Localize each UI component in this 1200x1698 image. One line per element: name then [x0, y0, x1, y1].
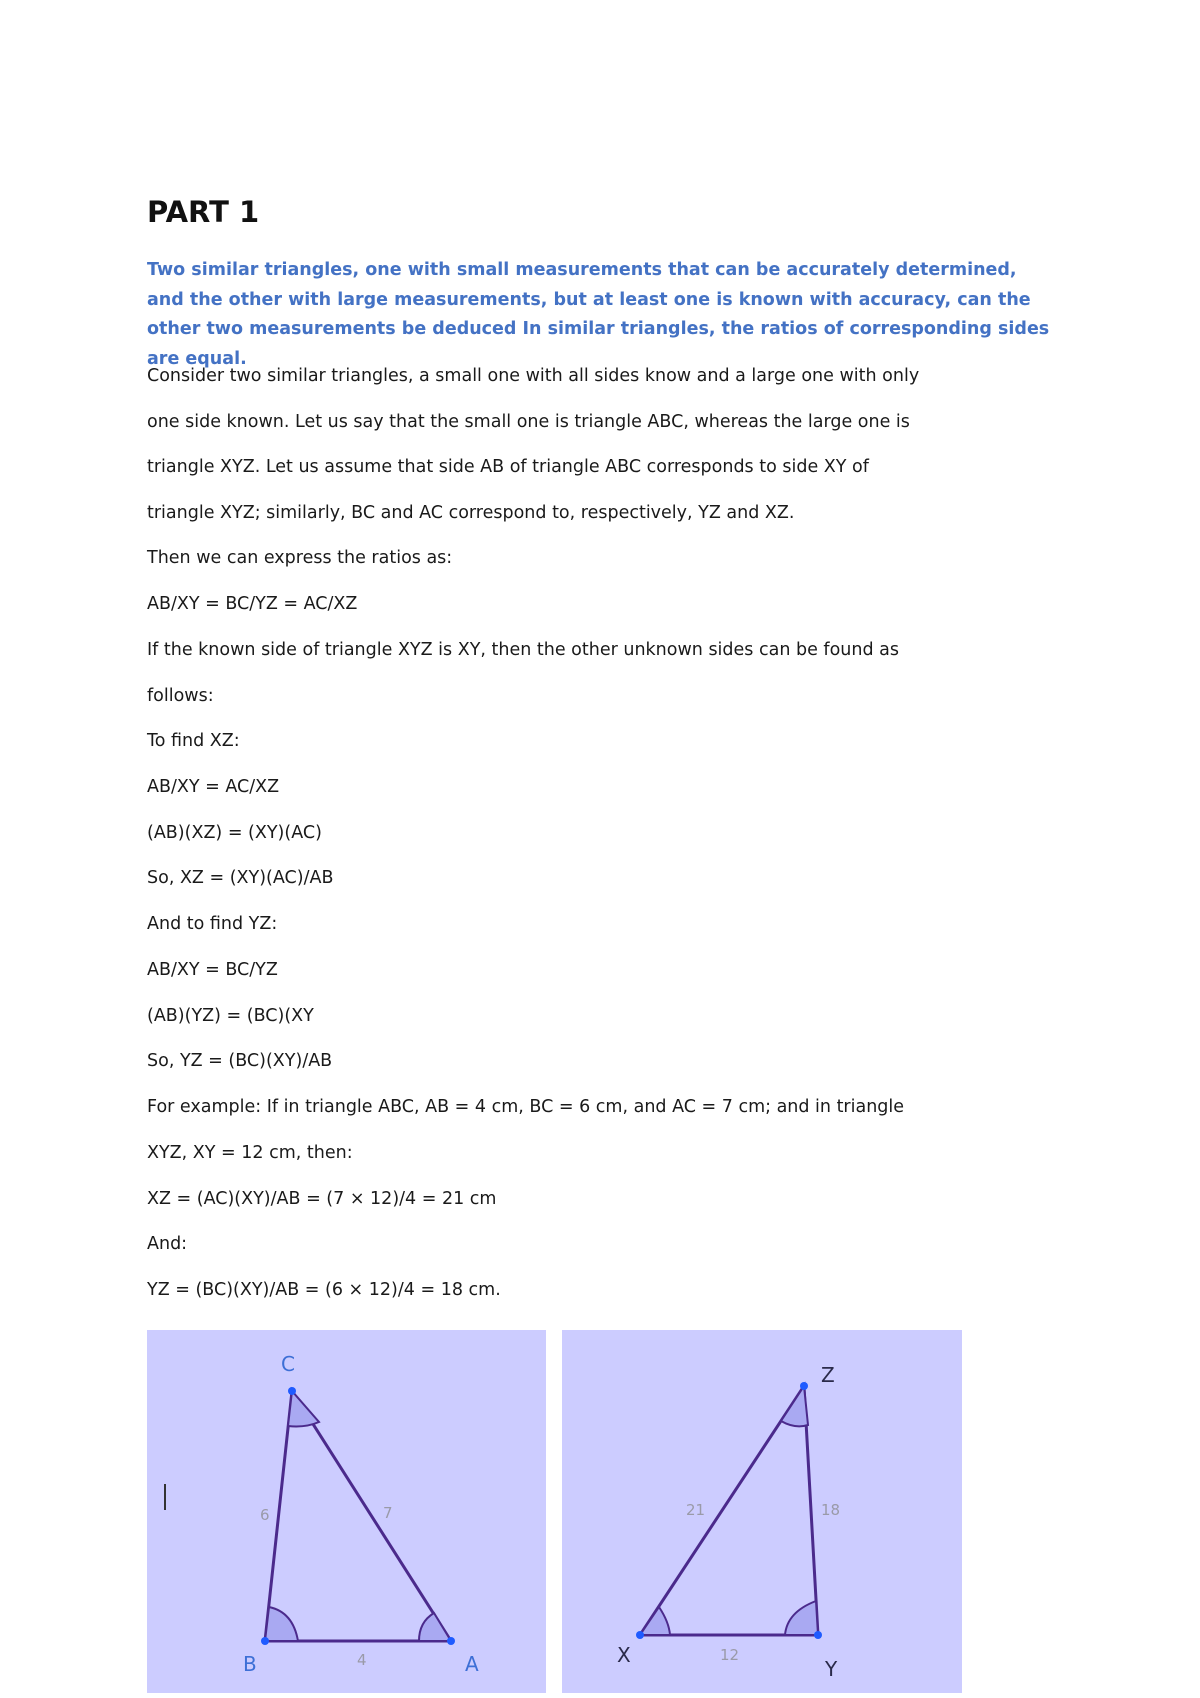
- vertex-c-label: C: [281, 1352, 295, 1376]
- text-cursor: [164, 1484, 166, 1510]
- angle-y-marker: [785, 1601, 818, 1635]
- vertex-z-point: [800, 1382, 808, 1390]
- body-line: XYZ, XY = 12 cm, then:: [147, 1143, 353, 1163]
- equation-line: YZ = (BC)(XY)/AB = (6 × 12)/4 = 18 cm.: [147, 1280, 501, 1300]
- side-xz-label: 21: [686, 1501, 706, 1519]
- vertex-z-label: Z: [821, 1363, 835, 1387]
- body-line: And to find YZ:: [147, 914, 278, 934]
- body-line: triangle XYZ; similarly, BC and AC correspond to, respectively, YZ and XZ.: [147, 503, 795, 523]
- vertex-y-point: [814, 1631, 822, 1639]
- vertex-x-point: [636, 1631, 644, 1639]
- part-heading: PART 1: [147, 195, 260, 229]
- side-ab-label: 4: [357, 1651, 367, 1669]
- triangle-xyz-figure: [562, 1330, 962, 1693]
- ratio-equation: AB/XY = BC/YZ = AC/XZ: [147, 594, 358, 614]
- body-line: one side known. Let us say that the small one is triangle ABC, whereas the large one is: [147, 412, 910, 432]
- angle-a-marker: [419, 1613, 451, 1641]
- vertex-a-label: A: [465, 1652, 479, 1676]
- vertex-b-point: [261, 1637, 269, 1645]
- body-line: For example: If in triangle ABC, AB = 4 cm, BC = 6 cm, and AC = 7 cm; and in triangle: [147, 1097, 905, 1117]
- body-line: If the known side of triangle XYZ is XY, then the other unknown sides can be found as: [147, 640, 899, 660]
- side-yz-label: 18: [821, 1501, 841, 1519]
- triangle-abc-shape: [265, 1391, 451, 1641]
- body-line: Then we can express the ratios as:: [147, 548, 453, 568]
- angle-x-marker: [640, 1607, 670, 1635]
- vertex-c-point: [288, 1387, 296, 1395]
- vertex-x-label: X: [617, 1643, 631, 1667]
- body-line: Consider two similar triangles, a small one with all sides know and a large one with only: [147, 366, 920, 386]
- vertex-y-label: Y: [825, 1657, 838, 1681]
- angle-z-marker: [781, 1386, 808, 1426]
- triangle-xyz-diagram: [562, 1330, 962, 1693]
- equation-line: So, XZ = (XY)(AC)/AB: [147, 868, 334, 888]
- vertex-a-point: [447, 1637, 455, 1645]
- equation-line: So, YZ = (BC)(XY)/AB: [147, 1051, 333, 1071]
- equation-line: XZ = (AC)(XY)/AB = (7 × 12)/4 = 21 cm: [147, 1189, 497, 1209]
- body-line: And:: [147, 1234, 188, 1254]
- intro-paragraph: Two similar triangles, one with small measurements that can be accurately determined, and the other with large measurements, but at least one is known with accuracy, can the other two measurements be deduced In similar triangles, the ratios of corresponding sides are equal.: [147, 260, 1050, 369]
- body-line: To find XZ:: [147, 731, 240, 751]
- angle-b-marker: [265, 1607, 298, 1641]
- body-line: triangle XYZ. Let us assume that side AB of triangle ABC corresponds to side XY of: [147, 457, 869, 477]
- body-line: follows:: [147, 686, 214, 706]
- side-ac-label: 7: [383, 1504, 393, 1522]
- side-bc-label: 6: [260, 1506, 270, 1524]
- equation-line: (AB)(YZ) = (BC)(XY: [147, 1006, 314, 1026]
- angle-c-marker: [288, 1391, 319, 1427]
- equation-line: AB/XY = BC/YZ: [147, 960, 278, 980]
- equation-line: (AB)(XZ) = (XY)(AC): [147, 823, 322, 843]
- triangle-abc-figure: [147, 1330, 546, 1693]
- equation-line: AB/XY = AC/XZ: [147, 777, 280, 797]
- triangle-abc-diagram: [147, 1330, 546, 1693]
- side-xy-label: 12: [720, 1646, 740, 1664]
- vertex-b-label: B: [243, 1652, 257, 1676]
